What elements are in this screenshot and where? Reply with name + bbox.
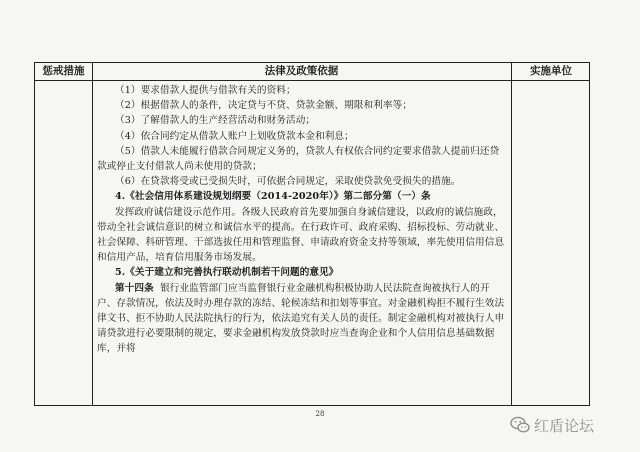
- list-item: （6）在贷款将受或已受损失时，可依据合同规定，采取使贷款免受损失的措施。: [115, 176, 461, 188]
- list-item: （4）依合同约定从借款人账户上划收贷款本金和利息；: [115, 130, 354, 142]
- list-item: （1）要求借款人提供与借款有关的资料；: [115, 85, 296, 96]
- paragraph: 发挥政府诚信建设示范作用。各级人民政府首先要加强自身诚信建设，以政府的诚信施政，带动全社会诚信意识的树立和诚信水平的提高。在行政许可、政府采购、招标投标、劳动就业、社会保障、科研管理、干部选拔任用和管理监督、申请政府资金支持等领域，率先使用信用信息和信用产品，培育信用服务市场发展。: [97, 206, 505, 264]
- header-basis: 法律及政策依据: [264, 65, 339, 77]
- wechat-icon: [510, 416, 530, 434]
- list-item: （5）借款人未能履行借款合同规定义务的，贷款人有权依合同约定要求借款人提前归还贷款或停止支付借款人尚未使用的贷款；: [97, 145, 500, 173]
- list-item: （2）根据借款人的条件，决定贷与不贷、贷款金额、期限和利率等；: [115, 100, 413, 112]
- article-text: 银行业监管部门应当监督银行业金融机构积极协助人民法院查询被执行人的开户、存款情况，依法及时办理存款的冻结、轮候冻结和扣划等事宜。对金融机构拒不履行生效法律文书、拒不协助人民法院执行的行为，依法追究有关人员的责任。制定金融机构对被执行人申请贷款进行必要限制的规定，要求金融机构发放贷款时应当查询企业和个人信用信息基础数据库，并将: [97, 282, 505, 355]
- section-heading: 5.《关于建立和完善执行联动机制若干问题的意见》: [115, 267, 339, 279]
- header-measures: 惩戒措施: [42, 65, 85, 77]
- column-divider: [511, 63, 512, 405]
- table-header-row: [35, 63, 589, 81]
- article-number: 第十四条: [115, 282, 154, 294]
- paragraph: [97, 281, 507, 357]
- watermark: [510, 415, 594, 435]
- list-item: （3）了解借款人的生产经营活动和财务活动；: [115, 115, 316, 127]
- basis-cell-content: [97, 83, 507, 357]
- watermark-text: 红盾论坛: [534, 416, 595, 435]
- page-number: 28: [315, 410, 325, 418]
- section-heading: 4.《社会信用体系建设规划纲要（2014-2020年）》第二部分第（一）条: [115, 191, 431, 203]
- regulation-table: [34, 62, 590, 406]
- column-divider: [92, 63, 93, 405]
- header-unit: 实施单位: [530, 65, 572, 77]
